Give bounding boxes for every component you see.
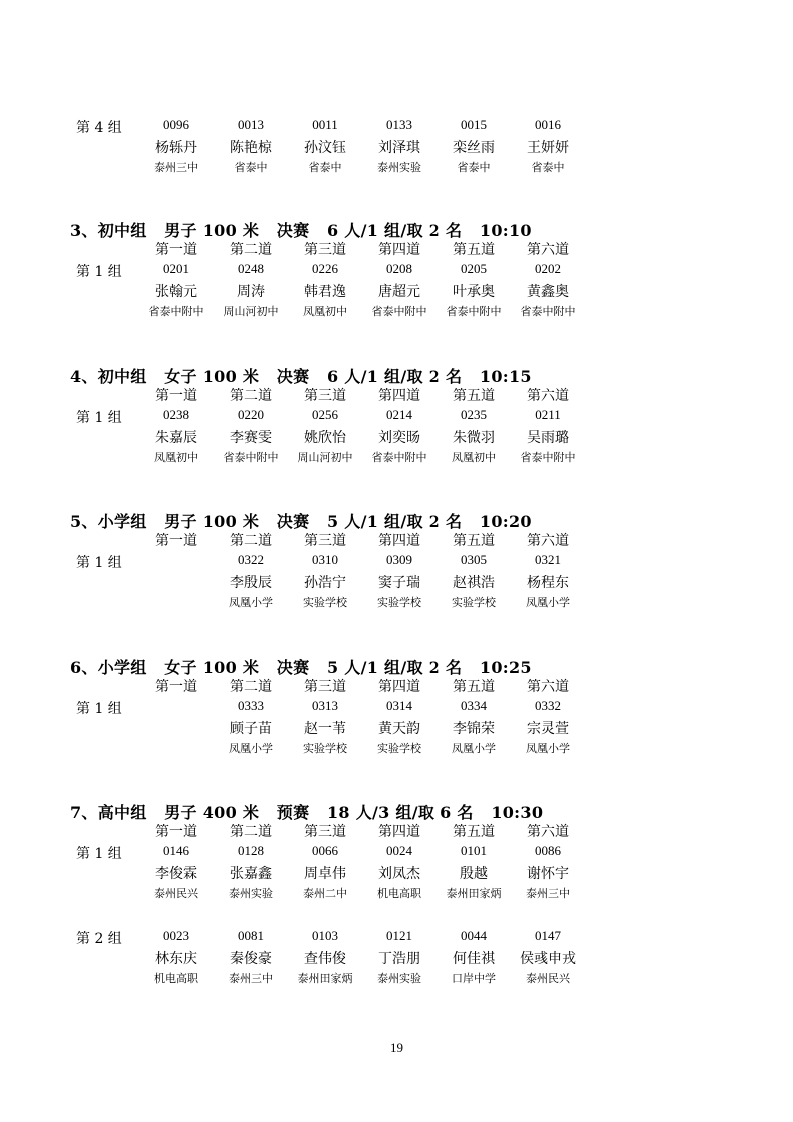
athlete-number: 0086 (535, 843, 561, 858)
athlete-name: 宗灵萱 (527, 721, 569, 737)
athlete-number: 0334 (461, 698, 487, 713)
lane-header: 第二道 (230, 679, 272, 695)
athlete-name: 韩君逸 (304, 284, 346, 300)
group-label: 第 1 组 (76, 264, 122, 280)
athlete-name: 查伟俊 (304, 951, 346, 967)
athlete-name: 周卓伟 (304, 866, 346, 882)
athlete-name: 秦俊豪 (230, 951, 272, 967)
athlete-school: 泰州田家炳 (446, 887, 502, 900)
lane-header: 第三道 (304, 388, 346, 404)
athlete-number: 0101 (461, 843, 487, 858)
athlete-name: 赵祺浩 (453, 575, 495, 591)
athlete-name: 顾子苗 (230, 721, 272, 737)
lane-header: 第五道 (453, 388, 495, 404)
event-title: 5、小学组 男子 100 米 决赛 5 人/1 组/取 2 名 10:20 (70, 512, 532, 531)
lane-header: 第三道 (304, 533, 346, 549)
group-label: 第 1 组 (76, 555, 122, 571)
number-row (0, 407, 793, 427)
athlete-name: 唐超元 (378, 284, 420, 300)
athlete-name: 朱嘉辰 (155, 430, 197, 446)
lane-header-row (0, 676, 793, 696)
group-label: 第 2 组 (76, 931, 122, 947)
athlete-number: 0147 (535, 928, 561, 943)
athlete-name: 王妍妍 (527, 140, 569, 156)
athlete-number: 0016 (535, 117, 561, 132)
school-row (0, 740, 793, 760)
name-row (0, 863, 793, 883)
athlete-school: 实验学校 (303, 596, 347, 609)
athlete-name: 殷越 (460, 866, 488, 882)
group-label: 第 1 组 (76, 846, 122, 862)
athlete-name: 丁浩朋 (378, 951, 420, 967)
lane-header: 第三道 (304, 824, 346, 840)
athlete-name: 李俊霖 (155, 866, 197, 882)
lane-header: 第四道 (378, 679, 420, 695)
athlete-school: 机电高职 (377, 887, 421, 900)
athlete-school: 实验学校 (377, 596, 421, 609)
athlete-number: 0015 (461, 117, 487, 132)
athlete-number: 0066 (312, 843, 338, 858)
athlete-number: 0013 (238, 117, 264, 132)
athlete-number: 0023 (163, 928, 189, 943)
athlete-name: 杨轹丹 (155, 140, 197, 156)
lane-header: 第四道 (378, 533, 420, 549)
athlete-number: 0081 (238, 928, 264, 943)
school-row (0, 303, 793, 323)
lane-header: 第四道 (378, 824, 420, 840)
lane-header: 第一道 (155, 242, 197, 258)
athlete-name: 孙浩宁 (304, 575, 346, 591)
athlete-school: 实验学校 (452, 596, 496, 609)
lane-header: 第四道 (378, 242, 420, 258)
name-row (0, 427, 793, 447)
number-row (0, 698, 793, 718)
athlete-number: 0322 (238, 552, 264, 567)
athlete-school: 省泰中附中 (148, 305, 204, 318)
lane-header: 第二道 (230, 824, 272, 840)
group-4-name-row (0, 137, 793, 157)
athlete-school: 泰州实验 (377, 161, 421, 174)
lane-header: 第六道 (527, 388, 569, 404)
athlete-school: 省泰中 (234, 161, 268, 174)
lane-header: 第二道 (230, 242, 272, 258)
athlete-number: 0096 (163, 117, 189, 132)
name-row (0, 281, 793, 301)
school-row (0, 594, 793, 614)
athlete-school: 泰州民兴 (154, 887, 198, 900)
athlete-number: 0146 (163, 843, 189, 858)
lane-header-row (0, 385, 793, 405)
athlete-name: 窦子瑞 (378, 575, 420, 591)
athlete-number: 0321 (535, 552, 561, 567)
athlete-number: 0044 (461, 928, 487, 943)
group-4-school-row (0, 159, 793, 179)
athlete-school: 凤凰初中 (303, 305, 347, 318)
athlete-name: 刘凤杰 (378, 866, 420, 882)
lane-header: 第三道 (304, 242, 346, 258)
lane-header: 第五道 (453, 242, 495, 258)
event-title: 4、初中组 女子 100 米 决赛 6 人/1 组/取 2 名 10:15 (70, 367, 532, 386)
athlete-number: 0201 (163, 261, 189, 276)
athlete-name: 杨程东 (527, 575, 569, 591)
lane-header: 第一道 (155, 388, 197, 404)
name-row (0, 948, 793, 968)
athlete-number: 0214 (386, 407, 412, 422)
lane-header: 第五道 (453, 824, 495, 840)
athlete-school: 凤凰初中 (452, 451, 496, 464)
athlete-name: 叶承奥 (453, 284, 495, 300)
athlete-number: 0309 (386, 552, 412, 567)
athlete-number: 0226 (312, 261, 338, 276)
athlete-school: 省泰中附中 (520, 305, 576, 318)
number-row (0, 928, 793, 948)
athlete-number: 0235 (461, 407, 487, 422)
athlete-number: 0205 (461, 261, 487, 276)
athlete-number: 0011 (312, 117, 338, 132)
athlete-name: 栾丝雨 (453, 140, 495, 156)
athlete-number: 0208 (386, 261, 412, 276)
school-row (0, 449, 793, 469)
athlete-name: 谢怀宇 (527, 866, 569, 882)
athlete-number: 0202 (535, 261, 561, 276)
group-label: 第 4 组 (76, 120, 122, 136)
athlete-school: 泰州实验 (377, 972, 421, 985)
lane-header: 第二道 (230, 533, 272, 549)
athlete-school: 凤凰小学 (229, 742, 273, 755)
athlete-name: 李殷辰 (230, 575, 272, 591)
event-title: 6、小学组 女子 100 米 决赛 5 人/1 组/取 2 名 10:25 (70, 658, 532, 677)
athlete-school: 省泰中附中 (371, 305, 427, 318)
athlete-name: 吴雨璐 (527, 430, 569, 446)
athlete-name: 陈艳椋 (230, 140, 272, 156)
athlete-name: 朱微羽 (453, 430, 495, 446)
athlete-name: 黄鑫奥 (527, 284, 569, 300)
athlete-name: 赵一苇 (304, 721, 346, 737)
lane-header: 第二道 (230, 388, 272, 404)
athlete-school: 凤凰小学 (526, 596, 570, 609)
athlete-number: 0305 (461, 552, 487, 567)
lane-header: 第六道 (527, 824, 569, 840)
athlete-name: 何佳祺 (453, 951, 495, 967)
school-row (0, 885, 793, 905)
lane-header-row (0, 239, 793, 259)
athlete-school: 凤凰小学 (452, 742, 496, 755)
athlete-school: 口岸中学 (452, 972, 496, 985)
athlete-name: 林东庆 (155, 951, 197, 967)
lane-header: 第六道 (527, 242, 569, 258)
athlete-name: 张嘉鑫 (230, 866, 272, 882)
group-4-number-row (0, 117, 793, 137)
athlete-school: 省泰中 (308, 161, 342, 174)
athlete-school: 泰州三中 (154, 161, 198, 174)
group-label: 第 1 组 (76, 410, 122, 426)
school-row (0, 970, 793, 990)
lane-header: 第一道 (155, 679, 197, 695)
athlete-number: 0313 (312, 698, 338, 713)
athlete-number: 0220 (238, 407, 264, 422)
athlete-number: 0332 (535, 698, 561, 713)
event-title: 3、初中组 男子 100 米 决赛 6 人/1 组/取 2 名 10:10 (70, 221, 532, 240)
athlete-number: 0103 (312, 928, 338, 943)
athlete-school: 泰州田家炳 (297, 972, 353, 985)
number-row (0, 261, 793, 281)
athlete-school: 省泰中附中 (223, 451, 279, 464)
athlete-number: 0310 (312, 552, 338, 567)
athlete-name: 李赛雯 (230, 430, 272, 446)
athlete-school: 凤凰初中 (154, 451, 198, 464)
lane-header: 第五道 (453, 533, 495, 549)
number-row (0, 552, 793, 572)
athlete-number: 0333 (238, 698, 264, 713)
athlete-number: 0256 (312, 407, 338, 422)
athlete-number: 0238 (163, 407, 189, 422)
athlete-number: 0121 (386, 928, 412, 943)
athlete-school: 凤凰小学 (526, 742, 570, 755)
athlete-name: 刘泽琪 (378, 140, 420, 156)
lane-header: 第一道 (155, 824, 197, 840)
lane-header: 第一道 (155, 533, 197, 549)
lane-header: 第六道 (527, 533, 569, 549)
athlete-number: 0314 (386, 698, 412, 713)
name-row (0, 718, 793, 738)
athlete-school: 机电高职 (154, 972, 198, 985)
athlete-school: 实验学校 (377, 742, 421, 755)
athlete-school: 泰州二中 (303, 887, 347, 900)
athlete-number: 0211 (535, 407, 561, 422)
athlete-school: 泰州民兴 (526, 972, 570, 985)
athlete-school: 省泰中 (457, 161, 491, 174)
athlete-school: 周山河初中 (223, 305, 279, 318)
athlete-school: 凤凰小学 (229, 596, 273, 609)
page-number: 19 (390, 1040, 403, 1055)
athlete-name: 张翰元 (155, 284, 197, 300)
athlete-name: 刘奕旸 (378, 430, 420, 446)
athlete-school: 泰州三中 (526, 887, 570, 900)
lane-header: 第四道 (378, 388, 420, 404)
athlete-school: 省泰中附中 (371, 451, 427, 464)
athlete-school: 省泰中 (531, 161, 565, 174)
group-label: 第 1 组 (76, 701, 122, 717)
athlete-school: 泰州实验 (229, 887, 273, 900)
athlete-school: 周山河初中 (297, 451, 353, 464)
athlete-school: 省泰中附中 (520, 451, 576, 464)
athlete-name: 姚欣怡 (304, 430, 346, 446)
athlete-name: 侯彧申戎 (520, 951, 576, 967)
lane-header-row (0, 821, 793, 841)
athlete-name: 孙汶钰 (304, 140, 346, 156)
athlete-school: 实验学校 (303, 742, 347, 755)
lane-header: 第六道 (527, 679, 569, 695)
athlete-number: 0248 (238, 261, 264, 276)
lane-header: 第五道 (453, 679, 495, 695)
athlete-school: 省泰中附中 (446, 305, 502, 318)
athlete-number: 0133 (386, 117, 412, 132)
athlete-number: 0024 (386, 843, 412, 858)
lane-header: 第三道 (304, 679, 346, 695)
event-title: 7、高中组 男子 400 米 预赛 18 人/3 组/取 6 名 10:30 (70, 803, 544, 822)
athlete-school: 泰州三中 (229, 972, 273, 985)
athlete-name: 李锦荣 (453, 721, 495, 737)
athlete-name: 黄天韵 (378, 721, 420, 737)
athlete-name: 周涛 (237, 284, 265, 300)
athlete-number: 0128 (238, 843, 264, 858)
number-row (0, 843, 793, 863)
lane-header-row (0, 530, 793, 550)
name-row (0, 572, 793, 592)
